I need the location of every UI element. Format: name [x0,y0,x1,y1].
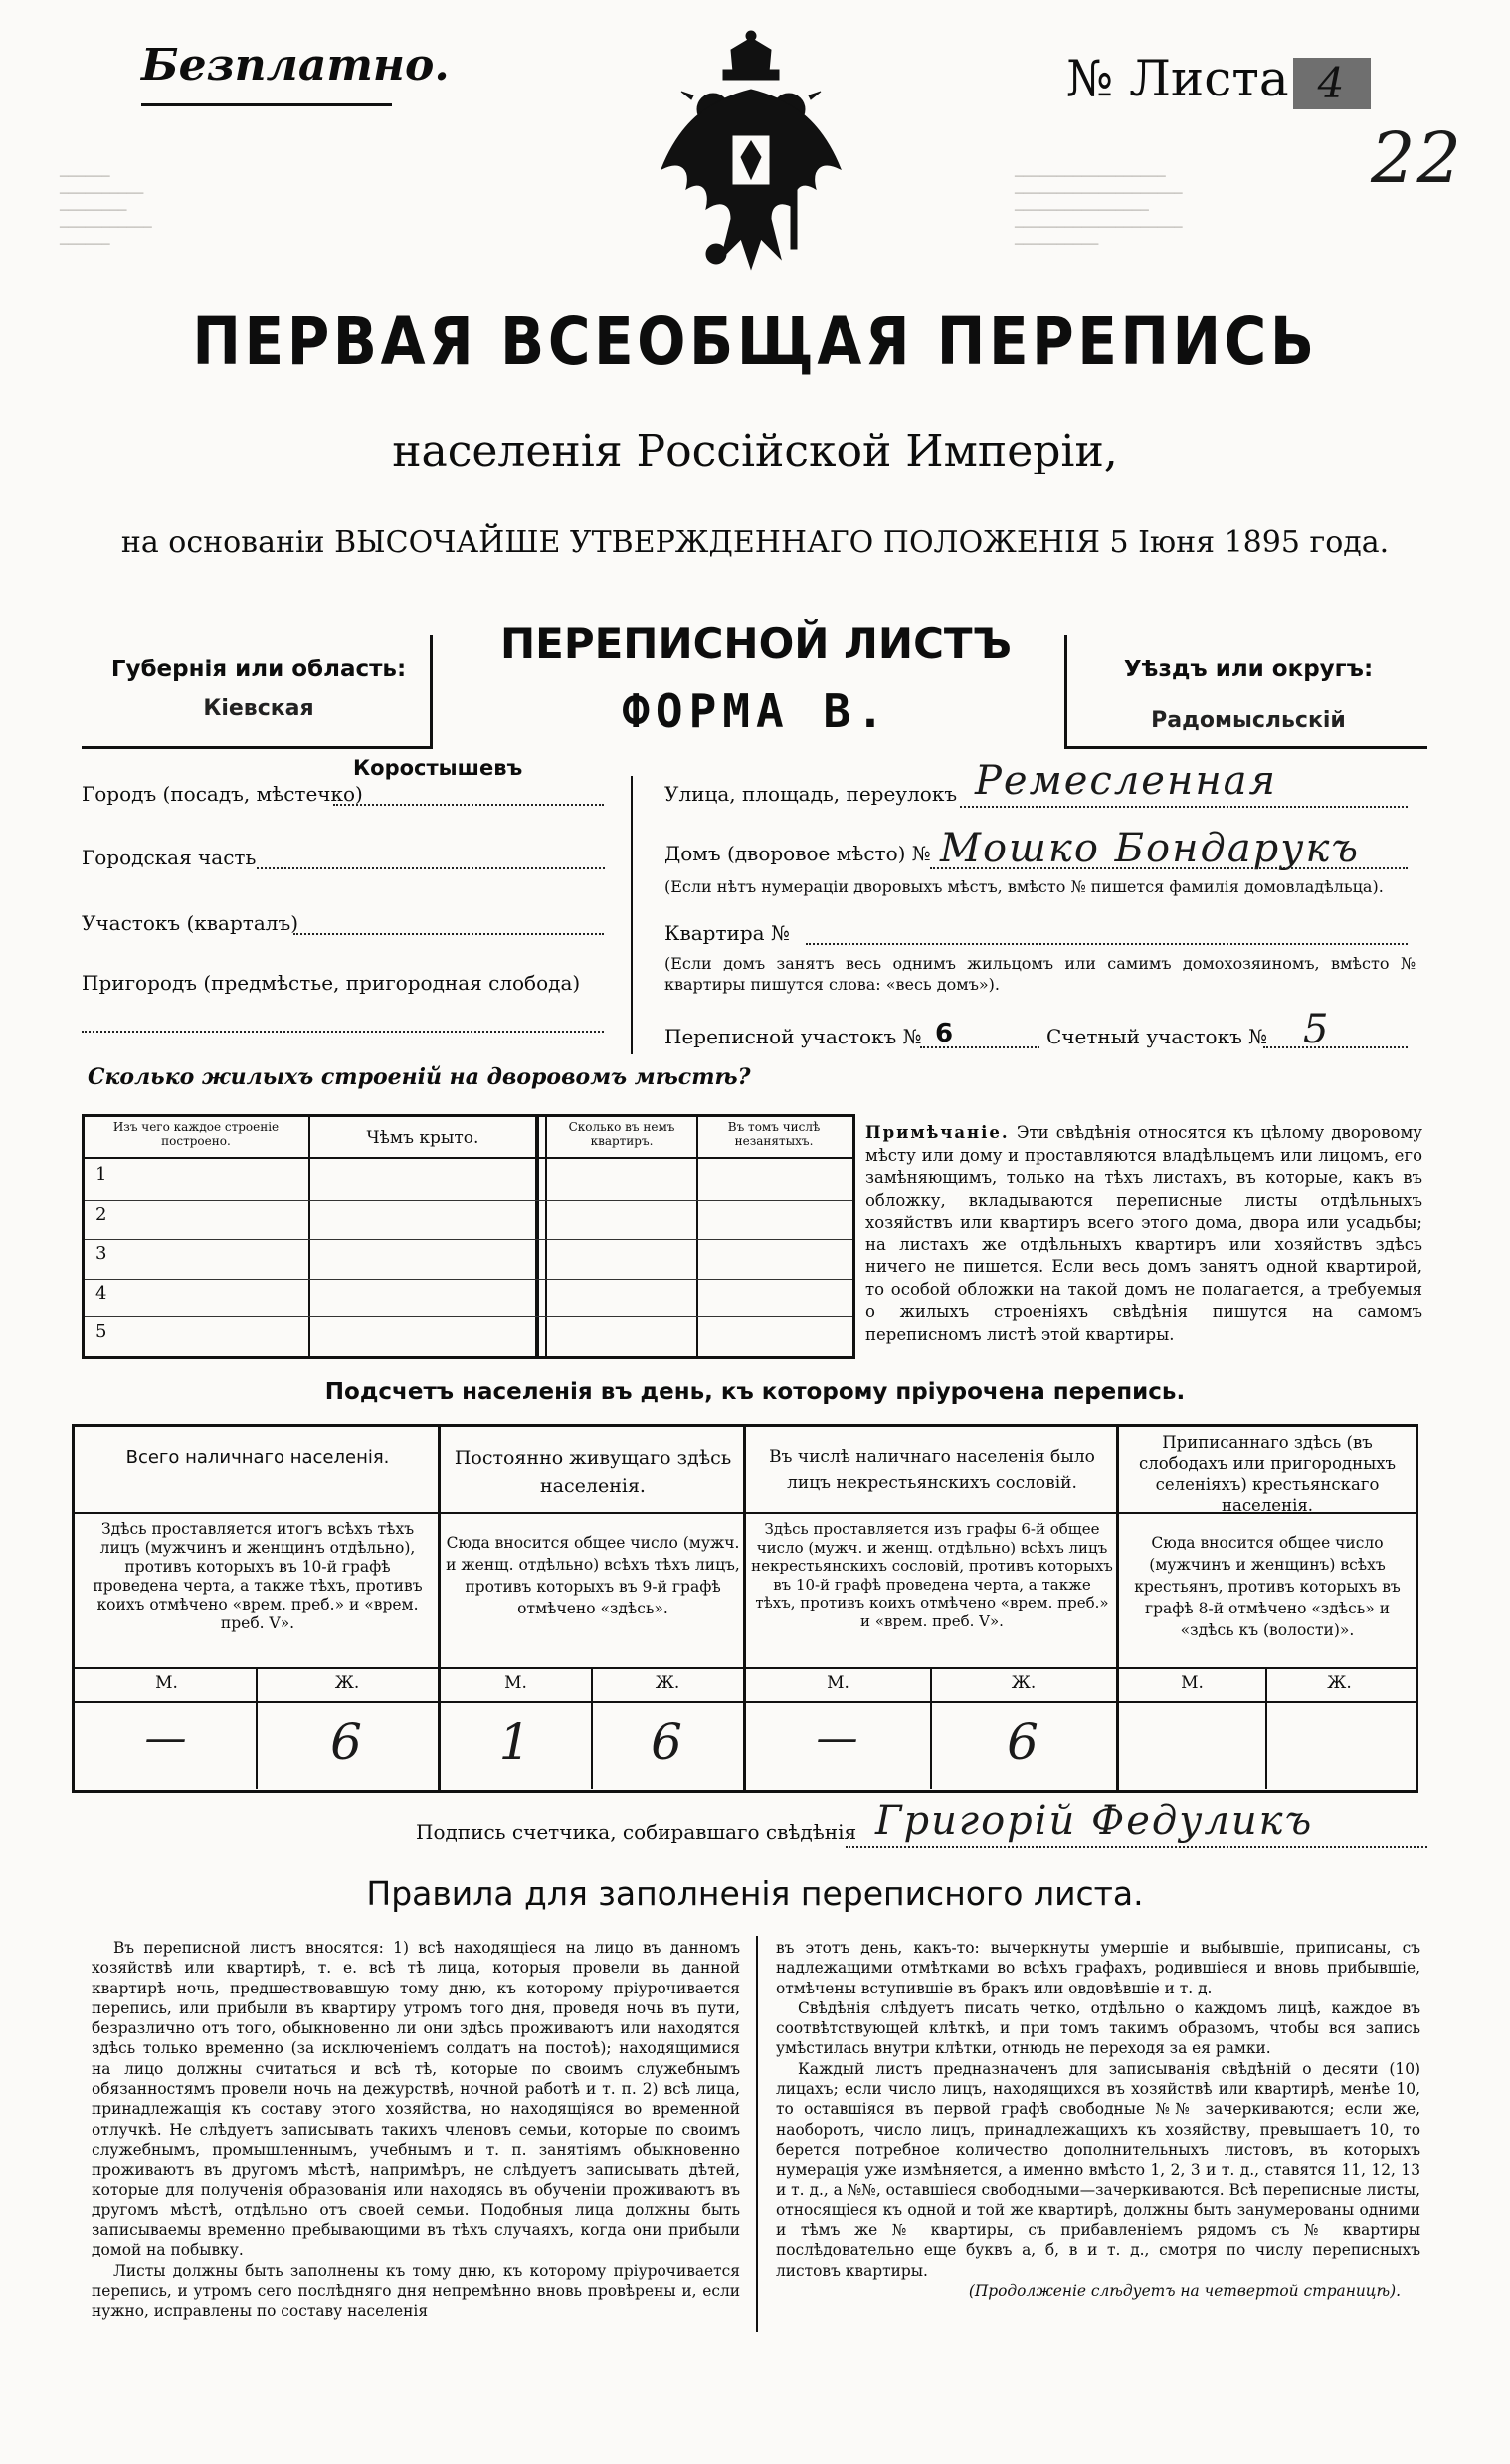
buildings-header-material: Изъ чего каждое строеніе построено. [112,1120,280,1148]
bleed-through-text-left: ────── ────────── ──────── ─────────── ────── [60,169,152,253]
pop-col2-m-value: 1 [498,1713,533,1771]
city-label: Городъ (посадъ, мѣстечко) [82,782,363,806]
sheet-number-value: 4 [1293,58,1371,109]
rules-col2-paragraph-1: въ этотъ день, какъ-то: вычеркнуты умершіе и выбывшіе, приписаны, съ надлежащими отмѣтками во всѣхъ графахъ, родившіеся и вновь прибывшіе, отмѣчены вступившіе въ бракъ или овдовѣвшіе и т. д. [776,1939,1420,1997]
signature-label: Подпись счетчика, собиравшаго свѣдѣнія [416,1820,857,1844]
free-label-underline [141,103,392,106]
buildings-row-rule-4 [85,1316,852,1317]
rules-continued-note: (Продолженіе слѣдуетъ на четвертой страницѣ). [968,2282,1401,2301]
form-title: ПЕРЕПИСНОЙ ЛИСТЪ [499,619,1013,667]
census-title: ПЕРВАЯ ВСЕОБЩАЯ ПЕРЕПИСЬ [192,303,1318,380]
uezd-label: Уѣздъ или округъ: [1123,657,1374,682]
count-area-line [1263,1046,1408,1048]
pop-col3-desc: Здѣсь проставляется изъ графы 6-й общее число (мужч. и женщ. отдѣльно) всѣхъ лицъ некрестьянскихъ сословій, противъ которыхъ въ 10-й графѣ проведена черта, а также тѣхъ, противъ коихъ отмѣчено «врем. преб.» и «врем. преб. V». [751,1520,1113,1630]
pop-col1-desc: Здѣсь проставляется итогъ всѣхъ тѣхъ лицъ (мужчинъ и женщинъ отдѣльно), противъ которыхъ въ 10-й графѣ проведена черта, а также тѣхъ, противъ коихъ отмѣчено «врем. преб.» и «врем. преб. V». [93,1520,423,1632]
street-line [960,806,1408,808]
house-value: Мошко Бондарукъ [940,826,1360,871]
census-legal-basis: на основаніи ВЫСОЧАЙШЕ УТВЕРЖДЕННАГО ПОЛОЖЕНІЯ 5 Іюня 1895 года. [120,525,1390,560]
street-value: Ремесленная [975,758,1277,804]
pop-mf-rule [75,1701,1416,1703]
pop-col4-heading: Приписаннаго здѣсь (въ слободахъ или пригородныхъ селеніяхъ) крестьянскаго населенія. [1138,1433,1396,1515]
population-title: Подсчетъ населенія въ день, къ которому пріурочена перепись. [324,1379,1186,1405]
count-area-label: Счетный участокъ № [1046,1025,1268,1048]
buildings-row-5: 5 [95,1321,107,1342]
street-label: Улица, площадь, переулокъ [664,782,958,806]
pop-mf-divider-1 [256,1669,258,1789]
free-label: Безплатно. [141,40,450,91]
house-label: Домъ (дворовое мѣсто) № [664,842,931,865]
buildings-row-3: 3 [95,1243,107,1264]
suburb-label: Пригородъ (предмѣстье, пригородная слобода) [82,971,581,995]
pop-col3-f-value: 6 [1007,1713,1040,1771]
buildings-note [865,1122,1422,1346]
buildings-note-title: Примѣчаніе. [865,1123,1010,1142]
district-line [257,867,605,869]
signature-line [846,1846,1427,1848]
sheet-number-label: № Листа [1066,50,1289,107]
pop-mf-divider-4 [1265,1669,1267,1789]
city-value: Коростышевъ [353,756,523,780]
pop-col3-f-label: Ж. [1011,1673,1037,1693]
census-area-label: Переписной участокъ № [664,1025,922,1048]
rules-col1-paragraph-2: Листы должны быть заполнены къ тому дню, къ которому пріурочивается перепись, и утромъ сего послѣдняго дня непремѣнно вновь провѣрены и, если нужно, исправлены по составу населенія [92,2261,740,2321]
buildings-col-divider-1 [308,1117,310,1356]
pop-col2-f-value: 6 [651,1713,684,1771]
pop-col1-f-value: 6 [330,1713,364,1771]
count-area-value: 5 [1303,1007,1331,1052]
form-letter: ФОРМА В. [622,684,890,738]
pop-mf-divider-2 [591,1669,593,1789]
pop-col2-m-label: М. [504,1673,527,1693]
suburb-line [82,1031,604,1033]
pop-col2-desc: Сюда вносится общее число (мужч. и женщ. отдѣльно) всѣхъ тѣхъ лицъ, противъ которыхъ въ 9-й графѣ отмѣчено «здѣсь». [446,1534,740,1617]
precinct-label: Участокъ (кварталъ) [82,911,298,935]
buildings-header-apartments: Сколько въ немъ квартиръ. [568,1120,675,1148]
pop-col-divider-3 [1116,1427,1119,1790]
buildings-col-divider-2 [535,1117,539,1356]
house-note: (Если нѣтъ нумераціи дворовыхъ мѣстъ, вмѣсто № пишется фамилія домовладѣльца). [664,877,1384,896]
pop-col2-heading: Постоянно живущаго здѣсь населенія. [454,1447,732,1497]
census-subtitle: населенія Россійской Имперіи, [392,426,1118,476]
address-divider [631,776,633,1054]
precinct-line [293,933,604,935]
pop-col4-m-label: М. [1181,1673,1204,1693]
buildings-row-rule-2 [85,1239,852,1240]
rules-column-1 [92,1938,740,2322]
signature-value: Григорій Федуликъ [875,1799,1314,1844]
buildings-col-divider-2b [545,1117,547,1356]
buildings-row-rule-1 [85,1200,852,1201]
pop-col-divider-2 [743,1427,746,1790]
pop-col1-m-label: М. [155,1673,178,1693]
rules-col1-paragraph-1: Въ переписной листъ вносятся: 1) всѣ находящіеся на лицо въ данномъ хозяйствѣ или квартирѣ, т. е. всѣ тѣ лица, которыя провели въ данной квартирѣ ночь, предшествовавшую тому дню, къ которому пріурочивается перепись, или прибыли въ квартиру утромъ того дня, проведя ночь въ пути, безразлично отъ того, обыкновенно ли они здѣсь проживаютъ или находятся здѣсь только временно (за исключеніемъ солдатъ на постоѣ); находящимися на лицо должны считаться и всѣ тѣ, которые по своимъ служебнымъ обязанностямъ провели ночь на дежурствѣ, ночной работѣ и т. п. 2) всѣ лица, принадлежащія къ составу этого хозяйства, но находящіяся во временной отлучкѣ. Не слѣдуетъ записывать такихъ членовъ семьи, которые по своимъ служебнымъ, промышленнымъ, учебнымъ и т. п. занятіямъ обыкновенно проживаютъ въ другомъ мѣстѣ, напримѣръ, не слѣдуетъ записывать дѣтей, которые для полученія образованія или находясь въ обученіи проживаютъ въ другомъ мѣстѣ, отдѣльно отъ своей семьи. Подобныя лица должны быть записываемы временно пребывающими въ тѣхъ случаяхъ, когда они прибыли домой на побывку. [92,1939,740,2260]
pop-col3-m-value: — [816,1713,860,1762]
pop-col4-f-label: Ж. [1327,1673,1352,1693]
buildings-row-rule-3 [85,1279,852,1280]
pop-desc-rule [75,1667,1416,1669]
archive-page-number: 22 [1371,117,1464,199]
rules-col2-paragraph-3: Каждый листъ предназначенъ для записыванія свѣдѣній о десяти (10) лицахъ; если число лицъ, находящихся въ хозяйствѣ или квартирѣ, менѣе 10, то оставшіяся въ первой графѣ свободные №№ зачеркиваются; если же, наоборотъ, число лицъ, принадлежащихъ къ хозяйству, превышаетъ 10, то берется потребное количество дополнительныхъ листовъ, въ которыхъ нумерація уже измѣняется, а именно вмѣсто 1, 2, 3 и т. д., ставятся 11, 12, 13 и т. д., а №№, оставшіеся свободными—зачеркиваются. Всѣ переписные листы, относящіеся къ одной и той же квартирѣ, должны быть занумерованы одними и тѣмъ же № квартиры, съ прибавленіемъ рядомъ съ № квартиры послѣдовательно еще буквъ а, б, в и т. д., смотря по числу переписныхъ листовъ квартиры. [776,2059,1420,2280]
buildings-header-vacant: Въ томъ числѣ незанятыхъ. [727,1120,821,1148]
buildings-note-text: Эти свѣдѣнія относятся къ цѣлому дворовому мѣсту или дому и проставляются владѣльцемъ или лицомъ, его замѣняющимъ, только на тѣхъ листахъ, въ которые, какъ въ обложку, вкладываются переписные листы отдѣльныхъ хозяйствъ или квартиръ всего этого дома, двора или усадьбы; на листахъ же отдѣльныхъ квартиръ или хозяйствъ здѣсь ничего не пишется. Если весь домъ занятъ одной квартирой, то особой обложки на такой домъ не полагается, а требуемыя о жилыхъ строеніяхъ свѣдѣнія пишутся на самомъ переписномъ листѣ этой квартиры. [865,1123,1422,1344]
rules-title: Правила для заполненія переписного листа. [366,1874,1144,1913]
house-line [930,867,1408,869]
buildings-row-1: 1 [95,1164,107,1185]
census-area-value: 6 [935,1019,954,1048]
pop-col1-m-value: — [144,1713,189,1762]
rules-divider [756,1936,758,2332]
pop-col4-desc: Сюда вносится общее число (мужчинъ и женщинъ) всѣхъ крестьянъ, противъ которыхъ въ графѣ 8-й отмѣчено «здѣсь» и «здѣсь къ (волости)». [1134,1534,1401,1639]
rules-col2-paragraph-2: Свѣдѣнія слѣдуетъ писать четко, отдѣльно о каждомъ лицѣ, каждое въ соотвѣтствующей клѣткѣ, и при томъ такимъ образомъ, чтобы вся запись умѣстилась внутри клѣтки, отнюдь не переходя за ея рамки. [776,1998,1420,2058]
bleed-through-text-right: ────────────────── ──────────────────── ──────────────── ──────────────────── ────────── [1015,169,1183,253]
rules-column-2 [776,1938,1420,2301]
buildings-table [82,1114,855,1359]
apartment-note: (Если домъ занятъ весь однимъ жильцомъ или самимъ домохозяиномъ, вмѣсто № квартиры пишутся слова: «весь домъ»). [664,954,1416,994]
guberniya-box [82,635,433,749]
apartment-line [806,943,1408,945]
guberniya-value: Кіевская [203,696,314,721]
buildings-row-4: 4 [95,1283,107,1304]
pop-col3-heading: Въ числѣ наличнаго населенія было лицъ некрестьянскихъ сословій. [769,1447,1095,1493]
imperial-eagle-emblem [652,30,850,288]
buildings-row-2: 2 [95,1204,107,1225]
uezd-value: Радомысльскій [1151,708,1346,733]
pop-col2-f-label: Ж. [655,1673,680,1693]
city-line [333,804,604,806]
pop-col3-m-label: М. [827,1673,849,1693]
pop-col-divider-1 [438,1427,441,1790]
pop-col1-f-label: Ж. [334,1673,360,1693]
buildings-question: Сколько жилыхъ строеній на дворовомъ мѣстѣ? [88,1064,751,1090]
buildings-header-roof: Чѣмъ крыто. [366,1128,479,1148]
buildings-header-rule [85,1157,852,1159]
pop-mf-divider-3 [930,1669,932,1789]
district-label: Городская часть [82,846,257,869]
pop-col1-heading: Всего наличнаго населенія. [125,1447,390,1468]
guberniya-label: Губернія или область: [110,657,407,682]
buildings-col-divider-3 [696,1117,698,1356]
census-area-line [920,1046,1039,1048]
apartment-label: Квартира № [664,921,790,945]
